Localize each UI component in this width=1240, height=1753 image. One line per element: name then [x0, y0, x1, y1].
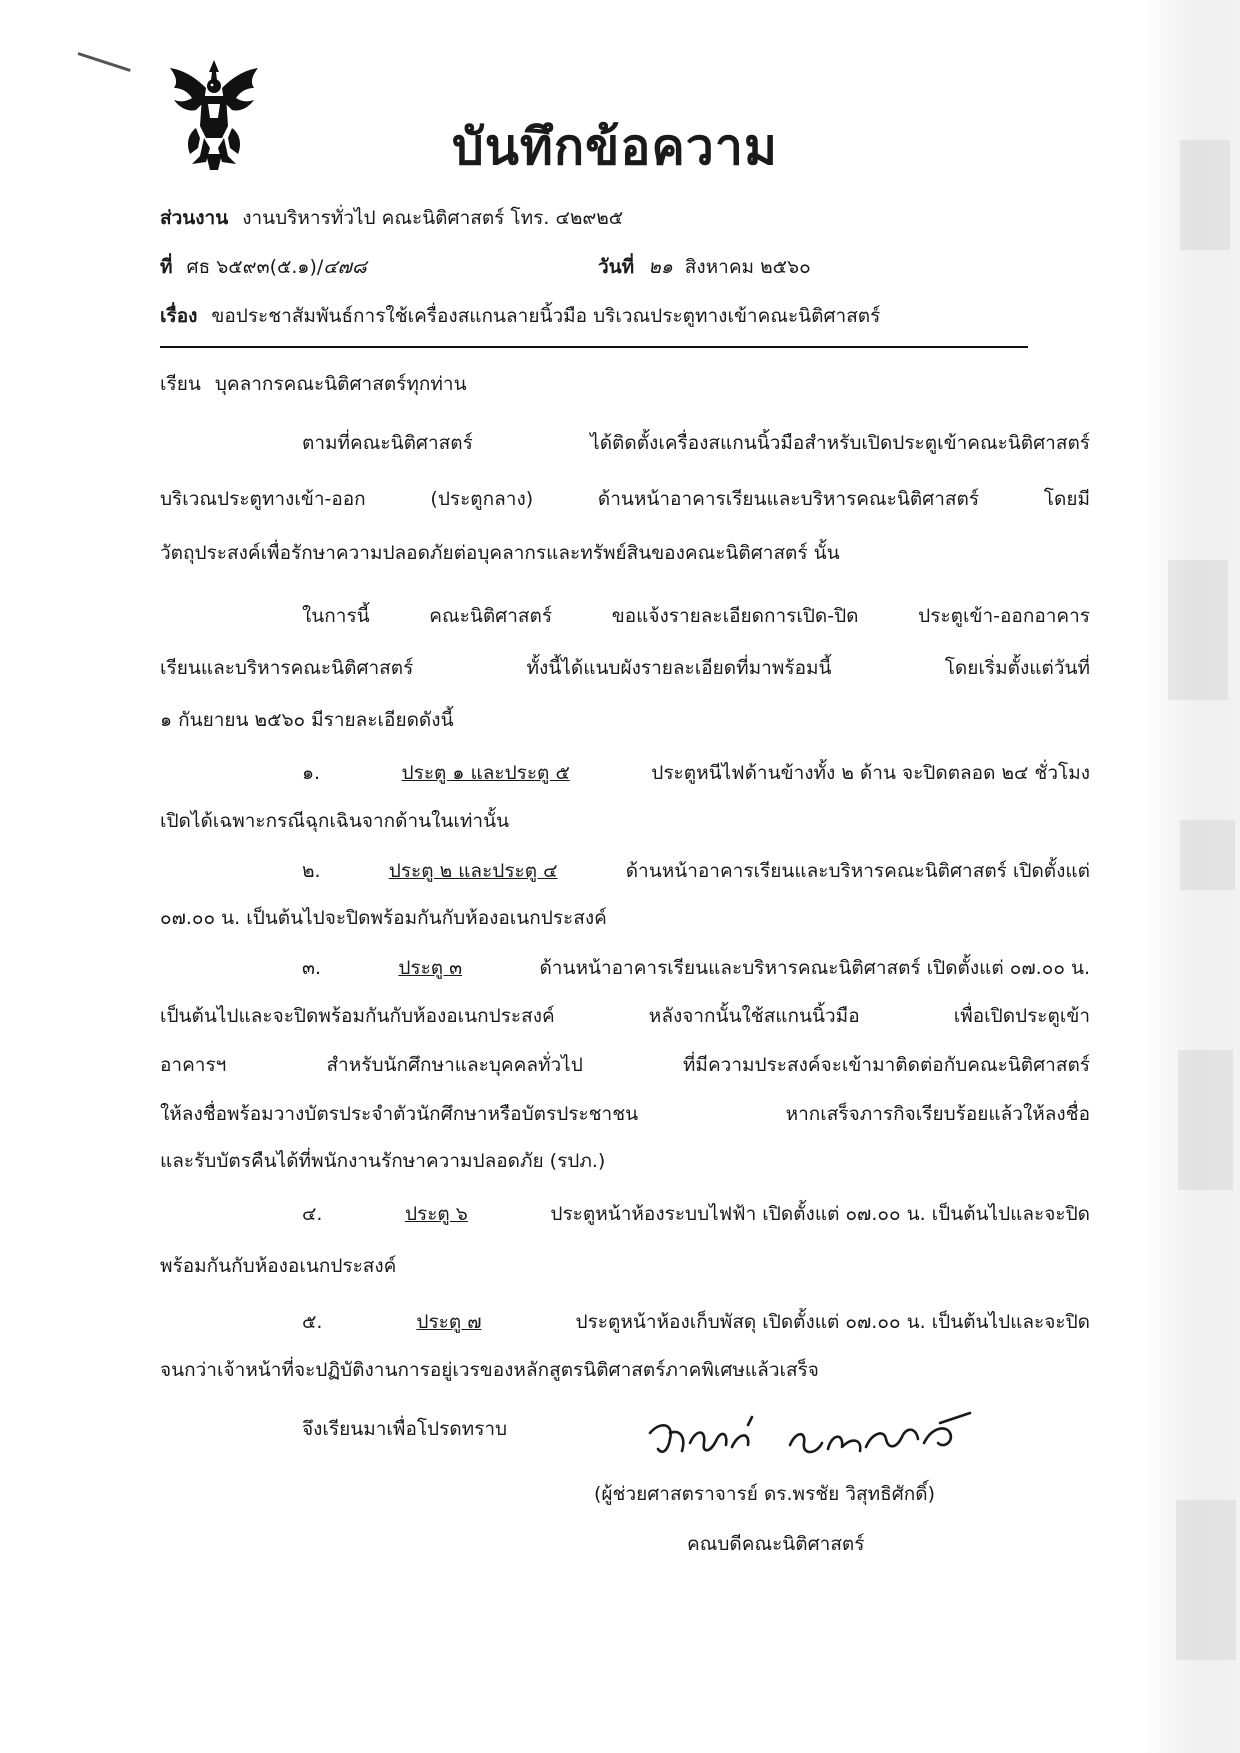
signatory-name: (ผู้ช่วยศาสตราจารย์ ดร.พรชัย วิสุทธิศักดิ์) — [594, 1483, 936, 1505]
subject-line — [160, 301, 880, 331]
list-item-1-line-2: เปิดได้เฉพาะกรณีฉุกเฉินจากด้านในเท่านั้น — [160, 810, 510, 832]
list-item-2-gates: ประตู ๒ และประตู ๔ — [388, 860, 558, 882]
date-label: วันที่ — [598, 256, 635, 278]
list-item-5-line-2: จนกว่าเจ้าหน้าที่จะปฏิบัติงานการอยู่เวรของหลักสูตรนิติศาสตร์ภาคพิเศษแล้วเสร็จ — [160, 1359, 819, 1381]
header-divider — [160, 346, 1028, 348]
list-item-1-text: ประตูหนีไฟด้านข้างทั้ง ๒ ด้าน จะปิดตลอด ๒๔ ชั่วโมง — [651, 762, 1090, 784]
subject-value: ขอประชาสัมพันธ์การใช้เครื่องสแกนลายนิ้วมือ บริเวณประตูทางเข้าคณะนิติศาสตร์ — [211, 305, 881, 327]
list-item-2-text: ด้านหน้าอาคารเรียนและบริหารคณะนิติศาสตร์ เปิดตั้งแต่ — [625, 860, 1090, 882]
list-item-4 — [302, 1199, 1090, 1229]
date-day-handwritten: ๒๑ — [648, 256, 673, 278]
list-item-2-number: ๒. — [302, 860, 321, 882]
reference-value: ศธ ๖๕๙๓(๕.๑)/ — [186, 256, 324, 278]
paragraph-2-line-2: เรียนและบริหารคณะนิติศาสตร์ ทั้งนี้ได้แนบผังรายละเอียดที่มาพร้อมนี้ โดยเริ่มตั้งแต่วันที่ — [160, 657, 1090, 679]
list-item-3-text: ด้านหน้าอาคารเรียนและบริหารคณะนิติศาสตร์ เปิดตั้งแต่ ๐๗.๐๐ น. — [539, 957, 1090, 979]
list-item-1-number: ๑. — [302, 762, 321, 784]
paragraph-1-line-3: วัตถุประสงค์เพื่อรักษาความปลอดภัยต่อบุคลากรและทรัพย์สินของคณะนิติศาสตร์ นั้น — [160, 542, 840, 564]
list-item-3-line-4: ให้ลงชื่อพร้อมวางบัตรประจำตัวนักศึกษาหรือบัตรประชาชน หากเสร็จภารกิจเรียบร้อยแล้วให้ลงชื่อ — [160, 1103, 1090, 1125]
salutation-line — [160, 369, 467, 399]
list-item-5-gates: ประตู ๗ — [416, 1311, 482, 1333]
list-item-5-text: ประตูหน้าห้องเก็บพัสดุ เปิดตั้งแต่ ๐๗.๐๐ น. เป็นต้นไปและจะปิด — [575, 1311, 1090, 1333]
paragraph-2-line-3: ๑ กันยายน ๒๕๖๐ มีรายละเอียดดังนี้ — [160, 709, 454, 731]
department-label: ส่วนงาน — [160, 207, 229, 229]
list-item-2 — [302, 856, 1090, 886]
list-item-3-line-2: เป็นต้นไปและจะปิดพร้อมกันกับห้องอเนกประสงค์ หลังจากนั้นใช้สแกนนิ้วมือ เพื่อเปิดประตูเข้า — [160, 1005, 1090, 1027]
paragraph-1-line-2: บริเวณประตูทางเข้า-ออก (ประตูกลาง) ด้านหน้าอาคารเรียนและบริหารคณะนิติศาสตร์ โดยมี — [160, 488, 1090, 510]
salutation-label: เรียน — [160, 373, 201, 395]
department-line — [160, 203, 623, 233]
reference-number-handwritten: ๔๗๘ — [323, 256, 367, 278]
list-item-4-line-2: พร้อมกันกับห้องอเนกประสงค์ — [160, 1255, 397, 1277]
department-value: งานบริหารทั่วไป คณะนิติศาสตร์ โทร. ๔๒๙๒๕ — [242, 207, 624, 229]
list-item-5-number: ๕. — [302, 1311, 323, 1333]
paragraph-2-line-1: ในการนี้ คณะนิติศาสตร์ ขอแจ้งรายละเอียดการเปิด-ปิด ประตูเข้า-ออกอาคาร — [302, 605, 1090, 627]
closing-line: จึงเรียนมาเพื่อโปรดทราบ — [302, 1418, 508, 1440]
pen-stroke-mark — [78, 52, 131, 72]
list-item-1 — [302, 758, 1090, 788]
list-item-3-line-5: และรับบัตรคืนได้ที่พนักงานรักษาความปลอดภัย (รปภ.) — [160, 1150, 606, 1172]
paragraph-1-line-1: ตามที่คณะนิติศาสตร์ ได้ติดตั้งเครื่องสแกนนิ้วมือสำหรับเปิดประตูเข้าคณะนิติศาสตร์ — [302, 432, 1090, 454]
list-item-2-line-2: ๐๗.๐๐ น. เป็นต้นไปจะปิดพร้อมกันกับห้องอเนกประสงค์ — [160, 907, 607, 929]
list-item-3-gates: ประตู ๓ — [398, 957, 463, 979]
list-item-3 — [302, 953, 1090, 983]
list-item-4-number: ๔. — [302, 1203, 323, 1225]
list-item-3-line-3: อาคารฯ สำหรับนักศึกษาและบุคคลทั่วไป ที่มีความประสงค์จะเข้ามาติดต่อกับคณะนิติศาสตร์ — [160, 1054, 1090, 1076]
date-month-year: สิงหาคม ๒๕๖๐ — [684, 256, 811, 278]
signatory-position: คณบดีคณะนิติศาสตร์ — [687, 1533, 865, 1555]
list-item-4-text: ประตูหน้าห้องระบบไฟฟ้า เปิดตั้งแต่ ๐๗.๐๐ น. เป็นต้นไปและจะปิด — [550, 1203, 1090, 1225]
list-item-3-number: ๓. — [302, 957, 322, 979]
salutation-recipient: บุคลากรคณะนิติศาสตร์ทุกท่าน — [214, 373, 467, 395]
subject-label: เรื่อง — [160, 305, 198, 327]
list-item-4-gates: ประตู ๖ — [404, 1203, 468, 1225]
handwritten-signature — [640, 1403, 1000, 1473]
memo-title: บันทึกข้อความ — [452, 118, 778, 176]
scan-edge-shadow — [1140, 0, 1240, 1753]
reference-label: ที่ — [160, 256, 173, 278]
list-item-1-gates: ประตู ๑ และประตู ๕ — [401, 762, 570, 784]
garuda-emblem-icon — [166, 58, 262, 170]
list-item-5 — [302, 1307, 1090, 1337]
date-line — [598, 252, 811, 282]
reference-line — [160, 252, 367, 282]
